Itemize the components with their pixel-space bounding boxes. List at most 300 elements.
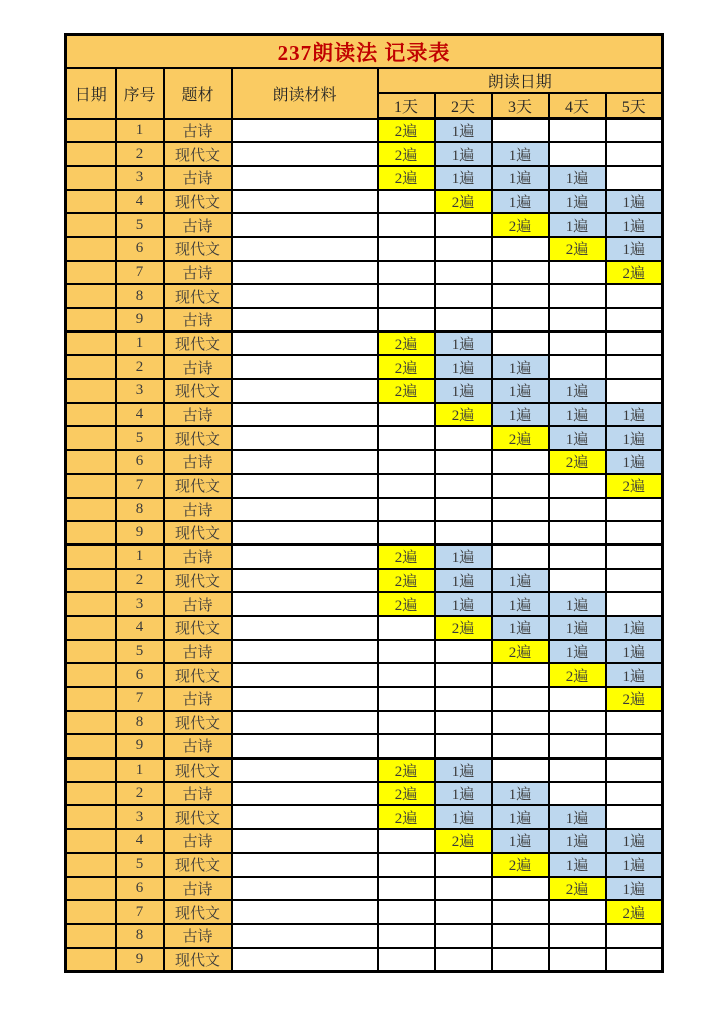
day-cell: 1遍 [549,805,606,829]
material-cell [232,663,378,687]
day-header-3: 3天 [492,93,549,119]
col-header-date: 日期 [66,68,116,119]
day-cell: 1遍 [606,213,663,237]
day-cell [492,687,549,711]
index-cell: 7 [116,474,164,498]
day-cell: 1遍 [492,569,549,593]
index-cell: 2 [116,355,164,379]
date-cell [66,805,116,829]
genre-cell: 现代文 [164,853,232,877]
day-cell [549,711,606,735]
day-cell: 1遍 [492,592,549,616]
day-cell [378,213,435,237]
material-cell [232,711,378,735]
table-row [66,877,663,901]
day-cell: 1遍 [435,379,492,403]
genre-cell: 古诗 [164,498,232,522]
day-cell [492,734,549,758]
day-cell: 2遍 [435,829,492,853]
material-cell [232,355,378,379]
day-cell [492,924,549,948]
day-cell [378,474,435,498]
table-row [66,498,663,522]
material-cell [232,877,378,901]
day-cell [549,142,606,166]
record-table-body [66,119,663,972]
day-cell: 2遍 [606,261,663,285]
table-row [66,734,663,758]
table-row [66,829,663,853]
table-row [66,190,663,214]
day-cell: 1遍 [492,829,549,853]
date-cell [66,545,116,569]
day-cell [549,474,606,498]
date-cell [66,640,116,664]
index-cell: 3 [116,592,164,616]
day-cell [606,948,663,972]
index-cell: 2 [116,782,164,806]
day-cell [435,640,492,664]
day-cell [435,900,492,924]
day-cell [606,521,663,545]
day-cell [549,284,606,308]
material-cell [232,474,378,498]
day-cell [378,853,435,877]
day-cell: 2遍 [435,190,492,214]
day-cell [492,498,549,522]
material-cell [232,450,378,474]
day-cell [549,355,606,379]
material-cell [232,284,378,308]
day-cell: 1遍 [492,190,549,214]
day-cell [606,498,663,522]
date-cell [66,592,116,616]
table-row [66,853,663,877]
day-cell [435,284,492,308]
day-cell: 1遍 [435,592,492,616]
index-cell: 4 [116,829,164,853]
day-cell [549,119,606,143]
day-cell [549,924,606,948]
genre-cell: 现代文 [164,711,232,735]
day-cell: 2遍 [492,213,549,237]
day-cell [606,119,663,143]
day-cell: 2遍 [549,450,606,474]
index-cell: 9 [116,734,164,758]
date-cell [66,900,116,924]
material-cell [232,545,378,569]
material-cell [232,166,378,190]
col-header-reading-date: 朗读日期 [378,68,663,93]
day-cell: 1遍 [606,190,663,214]
index-cell: 7 [116,261,164,285]
date-cell [66,687,116,711]
table-row [66,308,663,332]
col-header-index: 序号 [116,68,164,119]
day-cell: 2遍 [606,687,663,711]
table-row [66,640,663,664]
day-cell: 2遍 [378,758,435,782]
day-cell: 2遍 [378,782,435,806]
material-cell [232,308,378,332]
genre-cell: 古诗 [164,877,232,901]
day-cell [606,758,663,782]
day-cell: 1遍 [549,592,606,616]
date-cell [66,379,116,403]
day-header-4: 4天 [549,93,606,119]
table-row [66,948,663,972]
day-cell [435,853,492,877]
day-cell: 1遍 [435,758,492,782]
material-cell [232,924,378,948]
day-cell: 1遍 [492,616,549,640]
day-cell: 1遍 [492,166,549,190]
day-cell: 2遍 [549,237,606,261]
date-cell [66,142,116,166]
day-cell: 2遍 [549,663,606,687]
day-cell [549,758,606,782]
index-cell: 9 [116,948,164,972]
day-cell [549,308,606,332]
day-header-5: 5天 [606,93,663,119]
material-cell [232,805,378,829]
day-header-1: 1天 [378,93,435,119]
date-cell [66,711,116,735]
day-cell [492,877,549,901]
day-cell: 2遍 [378,142,435,166]
material-cell [232,853,378,877]
day-cell [606,592,663,616]
genre-cell: 古诗 [164,734,232,758]
day-cell: 1遍 [606,426,663,450]
date-cell [66,426,116,450]
genre-cell: 现代文 [164,616,232,640]
genre-cell: 古诗 [164,829,232,853]
day-cell [549,687,606,711]
day-cell: 1遍 [435,119,492,143]
day-cell: 1遍 [549,853,606,877]
day-cell: 1遍 [492,142,549,166]
day-cell: 1遍 [435,569,492,593]
day-cell [378,900,435,924]
index-cell: 4 [116,190,164,214]
genre-cell: 古诗 [164,545,232,569]
index-cell: 1 [116,758,164,782]
table-row [66,379,663,403]
day-cell [549,569,606,593]
genre-cell: 古诗 [164,166,232,190]
day-cell [378,237,435,261]
date-cell [66,450,116,474]
day-cell: 1遍 [606,403,663,427]
day-cell: 2遍 [378,805,435,829]
day-header-2: 2天 [435,93,492,119]
day-cell: 2遍 [492,853,549,877]
genre-cell: 现代文 [164,332,232,356]
day-cell: 1遍 [606,829,663,853]
table-row [66,261,663,285]
date-cell [66,877,116,901]
day-cell [435,474,492,498]
day-cell [435,877,492,901]
index-cell: 1 [116,545,164,569]
day-cell [549,734,606,758]
day-cell [378,687,435,711]
day-cell [606,924,663,948]
table-row [66,592,663,616]
table-row [66,900,663,924]
day-cell [492,900,549,924]
day-cell [378,426,435,450]
day-cell: 1遍 [492,782,549,806]
genre-cell: 现代文 [164,805,232,829]
day-cell [606,734,663,758]
day-cell [435,213,492,237]
day-cell [606,569,663,593]
day-cell [606,166,663,190]
day-cell [549,261,606,285]
index-cell: 5 [116,426,164,450]
table-header [66,35,663,119]
index-cell: 4 [116,403,164,427]
title-row [66,35,663,69]
day-cell [549,948,606,972]
index-cell: 8 [116,711,164,735]
date-cell [66,213,116,237]
index-cell: 5 [116,213,164,237]
index-cell: 6 [116,877,164,901]
material-cell [232,237,378,261]
table-row [66,166,663,190]
date-cell [66,237,116,261]
material-cell [232,498,378,522]
index-cell: 7 [116,687,164,711]
date-cell [66,284,116,308]
day-cell: 2遍 [378,592,435,616]
day-cell [435,687,492,711]
genre-cell: 古诗 [164,355,232,379]
index-cell: 9 [116,308,164,332]
index-cell: 8 [116,498,164,522]
day-cell [435,237,492,261]
material-cell [232,592,378,616]
day-cell: 1遍 [549,640,606,664]
day-cell: 1遍 [549,190,606,214]
day-cell [378,877,435,901]
day-cell [378,498,435,522]
day-cell [435,308,492,332]
genre-cell: 现代文 [164,426,232,450]
index-cell: 3 [116,166,164,190]
day-cell [549,521,606,545]
day-cell: 2遍 [435,403,492,427]
day-cell: 1遍 [606,640,663,664]
date-cell [66,924,116,948]
genre-cell: 现代文 [164,237,232,261]
day-cell [378,284,435,308]
material-cell [232,142,378,166]
day-cell [378,829,435,853]
day-cell: 1遍 [606,450,663,474]
table-row [66,284,663,308]
day-cell [606,782,663,806]
genre-cell: 古诗 [164,924,232,948]
table-row [66,711,663,735]
genre-cell: 古诗 [164,450,232,474]
date-cell [66,782,116,806]
day-cell [378,616,435,640]
day-cell: 1遍 [435,782,492,806]
header-row-top [66,68,663,93]
material-cell [232,119,378,143]
genre-cell: 古诗 [164,261,232,285]
date-cell [66,734,116,758]
day-cell [435,948,492,972]
day-cell: 1遍 [606,663,663,687]
day-cell: 1遍 [606,853,663,877]
day-cell: 1遍 [606,616,663,640]
material-cell [232,213,378,237]
table-row [66,426,663,450]
index-cell: 8 [116,284,164,308]
day-cell [606,711,663,735]
index-cell: 6 [116,450,164,474]
day-cell [435,711,492,735]
genre-cell: 古诗 [164,119,232,143]
day-cell [492,119,549,143]
genre-cell: 古诗 [164,687,232,711]
day-cell: 2遍 [606,900,663,924]
day-cell [435,663,492,687]
date-cell [66,758,116,782]
date-cell [66,948,116,972]
day-cell: 2遍 [435,616,492,640]
day-cell: 1遍 [492,403,549,427]
day-cell: 1遍 [435,545,492,569]
day-cell: 1遍 [435,805,492,829]
col-header-material: 朗读材料 [232,68,378,119]
material-cell [232,261,378,285]
index-cell: 7 [116,900,164,924]
day-cell [435,426,492,450]
day-cell [549,545,606,569]
day-cell: 1遍 [549,829,606,853]
genre-cell: 现代文 [164,758,232,782]
table-row [66,450,663,474]
day-cell [492,521,549,545]
genre-cell: 古诗 [164,308,232,332]
day-cell [378,190,435,214]
date-cell [66,166,116,190]
material-cell [232,758,378,782]
day-cell [549,332,606,356]
genre-cell: 现代文 [164,284,232,308]
table-row [66,758,663,782]
table-row [66,805,663,829]
day-cell: 2遍 [378,355,435,379]
day-cell: 2遍 [378,545,435,569]
day-cell: 1遍 [549,426,606,450]
day-cell [606,355,663,379]
day-cell [378,308,435,332]
day-cell: 1遍 [492,379,549,403]
day-cell: 1遍 [435,355,492,379]
day-cell: 1遍 [435,332,492,356]
genre-cell: 现代文 [164,474,232,498]
table-row [66,237,663,261]
index-cell: 2 [116,569,164,593]
day-cell [492,332,549,356]
day-cell: 1遍 [606,237,663,261]
date-cell [66,853,116,877]
material-cell [232,521,378,545]
day-cell [378,948,435,972]
table-row [66,616,663,640]
index-cell: 2 [116,142,164,166]
genre-cell: 现代文 [164,190,232,214]
date-cell [66,190,116,214]
day-cell [606,284,663,308]
record-table [64,33,664,973]
day-cell [435,498,492,522]
day-cell [378,521,435,545]
table-row [66,142,663,166]
day-cell [435,924,492,948]
day-cell [378,640,435,664]
day-cell [492,237,549,261]
day-cell [378,261,435,285]
genre-cell: 现代文 [164,379,232,403]
day-cell [606,379,663,403]
index-cell: 3 [116,379,164,403]
date-cell [66,663,116,687]
day-cell [492,711,549,735]
date-cell [66,474,116,498]
day-cell [435,521,492,545]
day-cell: 1遍 [435,142,492,166]
index-cell: 8 [116,924,164,948]
material-cell [232,782,378,806]
material-cell [232,569,378,593]
genre-cell: 古诗 [164,213,232,237]
table-row [66,474,663,498]
material-cell [232,426,378,450]
index-cell: 1 [116,332,164,356]
day-cell [492,450,549,474]
day-cell [549,900,606,924]
genre-cell: 古诗 [164,592,232,616]
day-cell [492,308,549,332]
genre-cell: 现代文 [164,663,232,687]
genre-cell: 现代文 [164,521,232,545]
date-cell [66,829,116,853]
day-cell [435,734,492,758]
day-cell [435,261,492,285]
table-row [66,924,663,948]
table-row [66,663,663,687]
genre-cell: 古诗 [164,640,232,664]
day-cell: 1遍 [492,805,549,829]
day-cell [492,948,549,972]
date-cell [66,616,116,640]
table-row [66,332,663,356]
day-cell: 1遍 [435,166,492,190]
material-cell [232,687,378,711]
table-row [66,687,663,711]
day-cell: 1遍 [492,355,549,379]
index-cell: 5 [116,853,164,877]
date-cell [66,498,116,522]
